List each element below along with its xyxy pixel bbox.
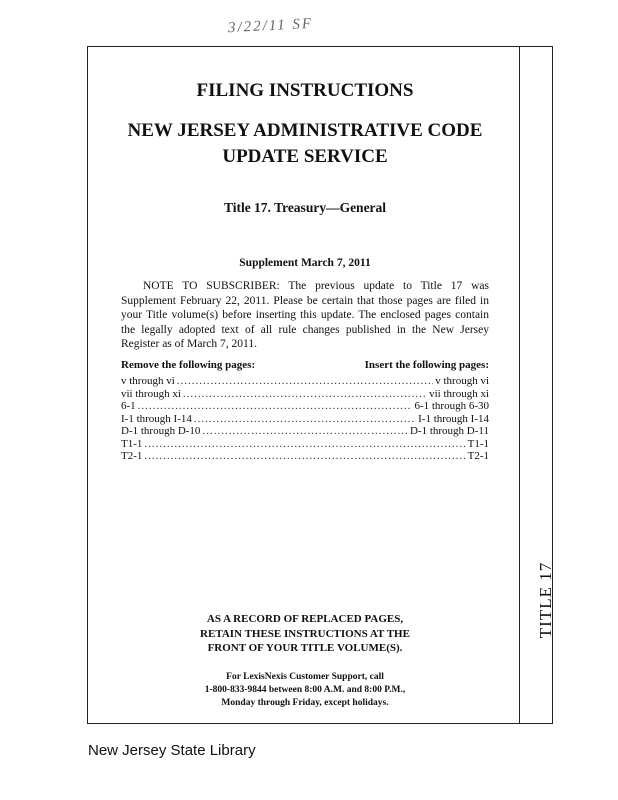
dot-leader bbox=[144, 450, 465, 463]
remove-pages: v through vi bbox=[121, 375, 175, 387]
dot-leader bbox=[202, 425, 408, 438]
remove-pages: T2-1 bbox=[121, 450, 143, 462]
support-line2: 1-800-833-9844 between 8:00 A.M. and 8:00 P.M., bbox=[204, 685, 406, 695]
filing-instructions-heading: FILING INSTRUCTIONS bbox=[196, 80, 414, 101]
tab-label-text: TITLE 17 bbox=[536, 561, 555, 639]
dot-leader bbox=[177, 375, 433, 388]
handwritten-note: 3/22/11 SF bbox=[227, 15, 314, 37]
table-header bbox=[121, 359, 489, 375]
insert-pages: 6-1 through 6-30 bbox=[414, 400, 489, 412]
pages-table bbox=[121, 359, 489, 463]
record-line2: RETAIN THESE INSTRUCTIONS AT THE bbox=[200, 627, 410, 640]
record-notice bbox=[150, 612, 460, 656]
table-row bbox=[121, 375, 489, 388]
insert-header: Insert the following pages: bbox=[364, 359, 489, 371]
table-row bbox=[121, 438, 489, 451]
dot-leader bbox=[194, 413, 416, 426]
table-row bbox=[121, 450, 489, 463]
table-row bbox=[121, 425, 489, 438]
insert-pages: T1-1 bbox=[467, 437, 489, 450]
record-line1: AS A RECORD OF REPLACED PAGES, bbox=[206, 613, 404, 625]
dot-leader bbox=[138, 400, 413, 413]
table-row bbox=[121, 388, 489, 401]
code-heading-line2: UPDATE SERVICE bbox=[222, 146, 388, 167]
remove-pages: vii through xi bbox=[121, 387, 181, 400]
remove-pages: T1-1 bbox=[121, 437, 143, 450]
insert-pages: I-1 through I-14 bbox=[418, 412, 489, 425]
code-heading-line1: NEW JERSEY ADMINISTRATIVE CODE bbox=[127, 120, 483, 141]
customer-support bbox=[150, 671, 460, 710]
table-row bbox=[121, 413, 489, 426]
insert-pages: vii through xi bbox=[429, 387, 489, 400]
title-heading: Title 17. Treasury—General bbox=[223, 200, 387, 215]
remove-pages: D-1 through D-10 bbox=[121, 425, 201, 437]
record-line3: FRONT OF YOUR TITLE VOLUME(S). bbox=[207, 642, 403, 654]
tab-divider bbox=[519, 46, 520, 724]
insert-pages: T2-1 bbox=[467, 450, 489, 462]
supplement-heading: Supplement March 7, 2011 bbox=[239, 257, 371, 269]
library-stamp: New Jersey State Library bbox=[88, 742, 256, 759]
support-line1: For LexisNexis Customer Support, call bbox=[226, 672, 384, 682]
remove-header: Remove the following pages: bbox=[121, 359, 256, 371]
table-row bbox=[121, 400, 489, 413]
remove-pages: I-1 through I-14 bbox=[121, 412, 192, 425]
insert-pages: v through vi bbox=[435, 375, 489, 387]
dot-leader bbox=[183, 388, 427, 401]
dot-leader bbox=[144, 438, 465, 451]
code-heading bbox=[110, 118, 500, 170]
support-line3: Monday through Friday, except holidays. bbox=[221, 698, 389, 708]
insert-pages: D-1 through D-11 bbox=[409, 425, 489, 437]
remove-pages: 6-1 bbox=[121, 400, 136, 412]
subscriber-note: NOTE TO SUBSCRIBER: The previous update to Title 17 was Supplement February 22, 2011. Please be certain that those pages are filed in your Title volume(s) before inserting this update. The enclosed pages contain the legally adopted text of all rule changes published in the New Jersey Register as of March 7, 2011. bbox=[121, 280, 489, 350]
